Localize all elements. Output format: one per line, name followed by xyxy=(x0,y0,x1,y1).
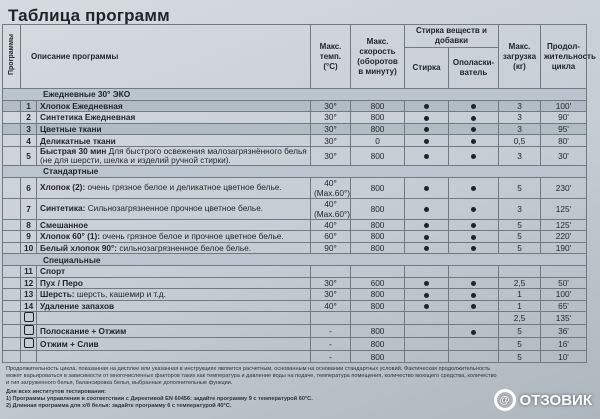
max-speed: 800 xyxy=(351,242,405,254)
rinse-aid xyxy=(449,289,499,301)
rinse-aid xyxy=(449,219,499,231)
program-description xyxy=(37,112,311,124)
program-name: Синтетика: xyxy=(40,203,86,214)
cycle-duration: 30' xyxy=(541,146,587,165)
max-temp-value: - xyxy=(329,351,332,362)
max-speed: 800 xyxy=(351,100,405,112)
wash-detergent xyxy=(405,177,449,198)
row-marker xyxy=(3,242,21,254)
program-row xyxy=(3,338,587,351)
program-name: Смешанное xyxy=(40,219,88,230)
program-name: Удаление запахов xyxy=(40,301,115,312)
max-speed: 800 xyxy=(351,112,405,124)
max-temp-value: 60° xyxy=(324,231,337,242)
program-name: Хлопок 60° (1): xyxy=(40,231,101,242)
max-temp-value: 40° xyxy=(324,177,337,188)
wash-detergent xyxy=(405,265,449,277)
filled-dot-icon xyxy=(424,235,429,240)
watermark-text: ОТЗОВИК xyxy=(519,391,592,409)
max-temp-value: 40° xyxy=(324,301,337,312)
filled-dot-icon xyxy=(471,154,476,159)
max-load: 3 xyxy=(499,112,541,124)
cycle-duration: 220' xyxy=(541,231,587,243)
max-speed: 800 xyxy=(351,338,405,351)
max-temp-value: 30° xyxy=(324,277,337,288)
rinse-aid xyxy=(449,338,499,351)
program-row xyxy=(3,100,587,112)
program-desc: Сильнозагрязненное прочное цветное белье. xyxy=(87,203,264,214)
program-row xyxy=(3,231,587,243)
wash-detergent xyxy=(405,112,449,124)
row-marker xyxy=(3,351,21,363)
max-temp xyxy=(311,289,351,301)
program-desc: Для быстрого освежения малозагрязнённого белья (не для шерсти, шелка и изделий ручной стирки). xyxy=(40,146,307,165)
program-description xyxy=(37,289,311,301)
program-row xyxy=(3,312,587,325)
program-row xyxy=(3,265,587,277)
program-description xyxy=(37,177,311,198)
max-temp-value: 30° xyxy=(324,150,337,161)
program-row xyxy=(3,198,587,219)
max-speed: 600 xyxy=(351,277,405,289)
header-duration: Продол-жительность цикла xyxy=(541,25,587,89)
program-number: 12 xyxy=(21,277,37,289)
filled-dot-icon xyxy=(424,207,429,212)
filled-dot-icon xyxy=(424,281,429,286)
row-marker xyxy=(3,100,21,112)
max-temp xyxy=(311,300,351,312)
section-title: Специальные xyxy=(3,254,587,266)
program-number xyxy=(21,351,37,363)
program-row xyxy=(3,242,587,254)
rinse-aid xyxy=(449,146,499,165)
program-description xyxy=(37,123,311,135)
cycle-duration: 95' xyxy=(541,123,587,135)
cycle-duration: 16' xyxy=(541,338,587,351)
max-temp xyxy=(311,242,351,254)
max-temp-value: - xyxy=(329,339,332,350)
cycle-duration: 65' xyxy=(541,300,587,312)
program-row xyxy=(3,146,587,165)
program-description xyxy=(37,231,311,243)
program-name: Синтетика Ежедневная xyxy=(40,112,136,123)
header-wash: Стирка xyxy=(405,48,449,89)
program-rows xyxy=(3,89,587,363)
program-description xyxy=(37,338,311,351)
wash-detergent xyxy=(405,300,449,312)
filled-dot-icon xyxy=(424,223,429,228)
cycle-duration: 80' xyxy=(541,135,587,147)
max-temp-value: 30° xyxy=(324,124,337,135)
max-temp xyxy=(311,265,351,277)
rinse-aid xyxy=(449,123,499,135)
cycle-duration: 125' xyxy=(541,198,587,219)
header-detergents-group: Стирка веществ и добавки xyxy=(405,25,499,48)
program-description xyxy=(37,300,311,312)
cycle-duration: 100' xyxy=(541,289,587,301)
max-temp xyxy=(311,135,351,147)
row-marker xyxy=(3,135,21,147)
max-load: 1 xyxy=(499,300,541,312)
cycle-duration: 90' xyxy=(541,112,587,124)
max-temp-value: 40° xyxy=(324,219,337,230)
cycle-duration: 230' xyxy=(541,177,587,198)
program-row xyxy=(3,123,587,135)
cycle-duration: 36' xyxy=(541,325,587,338)
program-row xyxy=(3,177,587,198)
max-load: 5 xyxy=(499,338,541,351)
max-load: 5 xyxy=(499,231,541,243)
footnote-line: может варьироваться в зависимости от многочисленных факторов таких как температура и давление воды на подаче, температура помещения, количество моющего средства, количество xyxy=(6,372,497,379)
cycle-duration: 135' xyxy=(541,312,587,325)
filled-dot-icon xyxy=(471,104,476,109)
program-desc: очень грязное белое и деликатное цветное белье. xyxy=(87,182,282,193)
filled-dot-icon xyxy=(471,223,476,228)
rinse-aid xyxy=(449,100,499,112)
max-load: 2,5 xyxy=(499,312,541,325)
max-temp xyxy=(311,351,351,363)
filled-dot-icon xyxy=(471,127,476,132)
rinse-aid xyxy=(449,351,499,363)
filled-dot-icon xyxy=(471,116,476,121)
filled-dot-icon xyxy=(471,293,476,298)
rinse-aid xyxy=(449,300,499,312)
program-icon xyxy=(24,338,34,348)
max-load: 5 xyxy=(499,351,541,363)
footnote-line: 1) Программы управления в соответствии с Директивой EN 60456: задайте программу 9 с температурой 60°С. xyxy=(6,396,313,403)
max-load: 1 xyxy=(499,289,541,301)
cycle-duration: 190' xyxy=(541,242,587,254)
max-temp-limit: (Max.60°) xyxy=(314,187,351,198)
max-load: 5 xyxy=(499,219,541,231)
max-speed xyxy=(351,312,405,325)
cycle-duration: 125' xyxy=(541,219,587,231)
row-marker xyxy=(3,300,21,312)
wash-detergent xyxy=(405,198,449,219)
max-speed: 800 xyxy=(351,198,405,219)
program-name: Быстрая 30 мин xyxy=(40,146,107,157)
max-load: 0,5 xyxy=(499,135,541,147)
rinse-aid xyxy=(449,277,499,289)
filled-dot-icon xyxy=(424,304,429,309)
wash-detergent xyxy=(405,312,449,325)
max-temp xyxy=(311,325,351,338)
wash-detergent xyxy=(405,338,449,351)
program-description xyxy=(37,219,311,231)
max-temp-value: 30° xyxy=(324,112,337,123)
header-max-load: Макс. загрузка (кг) xyxy=(499,25,541,89)
wash-detergent xyxy=(405,351,449,363)
program-description xyxy=(37,312,311,325)
row-marker xyxy=(3,198,21,219)
otzovik-watermark xyxy=(494,389,592,411)
program-description xyxy=(37,351,311,363)
max-speed: 800 xyxy=(351,231,405,243)
program-name: Пух / Перо xyxy=(40,277,83,288)
footnotes xyxy=(6,366,566,410)
filled-dot-icon xyxy=(471,281,476,286)
row-marker xyxy=(3,265,21,277)
program-desc: сильнозагрязненное белое белье. xyxy=(119,243,252,254)
filled-dot-icon xyxy=(471,235,476,240)
max-speed: 0 xyxy=(351,135,405,147)
program-number xyxy=(21,312,37,325)
program-number: 4 xyxy=(21,135,37,147)
max-temp xyxy=(311,100,351,112)
program-number xyxy=(21,325,37,338)
program-number: 6 xyxy=(21,177,37,198)
cycle-duration: 50' xyxy=(541,277,587,289)
program-row xyxy=(3,112,587,124)
max-temp-value: 30° xyxy=(324,289,337,300)
max-speed: 800 xyxy=(351,300,405,312)
max-load: 3 xyxy=(499,198,541,219)
program-number: 11 xyxy=(21,265,37,277)
footnote-line: Продолжительность цикла, показанная на дисплее или указанная в инструкциях является расчетным, основанным на основании стандартных условий. Фактическая продолжительность xyxy=(6,365,491,372)
max-speed: 800 xyxy=(351,177,405,198)
program-description xyxy=(37,146,311,165)
filled-dot-icon xyxy=(424,127,429,132)
filled-dot-icon xyxy=(471,304,476,309)
wash-detergent xyxy=(405,289,449,301)
rinse-aid xyxy=(449,177,499,198)
filled-dot-icon xyxy=(471,186,476,191)
program-number: 10 xyxy=(21,242,37,254)
program-row xyxy=(3,135,587,147)
section-title: Стандартные xyxy=(3,165,587,177)
row-marker xyxy=(3,112,21,124)
filled-dot-icon xyxy=(424,246,429,251)
footnote-line: 2) Длинная программа для х/б белья: задайте программу 6 с температурой 40°С. xyxy=(6,402,232,409)
program-description xyxy=(37,100,311,112)
otzovik-logo-icon: @ xyxy=(494,389,516,411)
max-speed: 800 xyxy=(351,123,405,135)
program-row xyxy=(3,300,587,312)
page-title: Таблица программ xyxy=(8,6,170,25)
row-marker xyxy=(3,123,21,135)
max-load xyxy=(499,265,541,277)
row-marker xyxy=(3,231,21,243)
max-temp xyxy=(311,198,351,219)
row-marker xyxy=(3,146,21,165)
wash-detergent xyxy=(405,277,449,289)
max-temp xyxy=(311,338,351,351)
max-temp xyxy=(311,231,351,243)
footnote-line: Для всех институтов тестирования: xyxy=(6,389,107,396)
max-temp-value: - xyxy=(329,326,332,337)
program-name: Хлопок Ежедневная xyxy=(40,100,123,111)
program-table xyxy=(2,24,596,363)
filled-dot-icon xyxy=(471,207,476,212)
cycle-duration xyxy=(541,265,587,277)
program-name: Хлопок (2): xyxy=(40,182,86,193)
row-marker xyxy=(3,177,21,198)
header-rinse: Ополаски-ватель xyxy=(449,48,499,89)
section-title: Ежедневные 30° ЭКО xyxy=(3,89,587,101)
max-temp-value: 90° xyxy=(324,243,337,254)
program-number: 2 xyxy=(21,112,37,124)
max-speed: 800 xyxy=(351,219,405,231)
max-temp xyxy=(311,277,351,289)
section-row xyxy=(3,165,587,177)
program-number: 7 xyxy=(21,198,37,219)
header-max-speed: Макс. скорость (оборотов в минуту) xyxy=(351,25,405,89)
filled-dot-icon xyxy=(424,293,429,298)
filled-dot-icon xyxy=(424,116,429,121)
program-icon xyxy=(24,325,34,335)
max-load: 5 xyxy=(499,242,541,254)
program-name: Полоскание + Отжим xyxy=(40,326,127,337)
program-row xyxy=(3,351,587,363)
header-max-temp: Макс. темп. (°С) xyxy=(311,25,351,89)
wash-detergent xyxy=(405,325,449,338)
max-load: 3 xyxy=(499,100,541,112)
wash-detergent xyxy=(405,242,449,254)
rinse-aid xyxy=(449,312,499,325)
program-row xyxy=(3,219,587,231)
row-marker xyxy=(3,325,21,338)
program-icon xyxy=(24,312,34,322)
max-temp xyxy=(311,146,351,165)
program-description xyxy=(37,198,311,219)
program-description xyxy=(37,242,311,254)
max-temp-value: 30° xyxy=(324,100,337,111)
max-load: 5 xyxy=(499,177,541,198)
program-name: Деликатные ткани xyxy=(40,135,116,146)
program-row xyxy=(3,289,587,301)
row-marker xyxy=(3,219,21,231)
row-marker xyxy=(3,289,21,301)
program-number: 9 xyxy=(21,231,37,243)
rinse-aid xyxy=(449,325,499,338)
program-number: 13 xyxy=(21,289,37,301)
program-description xyxy=(37,277,311,289)
wash-detergent xyxy=(405,146,449,165)
filled-dot-icon xyxy=(424,186,429,191)
max-speed: 800 xyxy=(351,351,405,363)
rinse-aid xyxy=(449,112,499,124)
header-description: Описание программы xyxy=(21,25,311,89)
max-speed: 800 xyxy=(351,146,405,165)
program-row xyxy=(3,325,587,338)
filled-dot-icon xyxy=(424,104,429,109)
max-load: 5 xyxy=(499,325,541,338)
filled-dot-icon xyxy=(471,139,476,144)
rinse-aid xyxy=(449,231,499,243)
rinse-aid xyxy=(449,135,499,147)
program-number: 5 xyxy=(21,146,37,165)
program-name: Белый хлопок 90°: xyxy=(40,243,118,254)
cycle-duration: 100' xyxy=(541,100,587,112)
wash-detergent xyxy=(405,219,449,231)
program-description xyxy=(37,265,311,277)
filled-dot-icon xyxy=(471,246,476,251)
max-temp-limit: (Max.60°) xyxy=(314,208,351,219)
program-description xyxy=(37,135,311,147)
rinse-aid xyxy=(449,242,499,254)
wash-detergent xyxy=(405,135,449,147)
rinse-aid xyxy=(449,265,499,277)
rinse-aid xyxy=(449,198,499,219)
program-description xyxy=(37,325,311,338)
max-load: 3 xyxy=(499,146,541,165)
program-name: Цветные ткани xyxy=(40,124,102,135)
wash-detergent xyxy=(405,231,449,243)
program-number xyxy=(21,338,37,351)
filled-dot-icon xyxy=(471,330,476,335)
max-temp xyxy=(311,112,351,124)
max-load: 3 xyxy=(499,123,541,135)
section-row xyxy=(3,254,587,266)
max-temp-value: 30° xyxy=(324,135,337,146)
row-marker xyxy=(3,312,21,325)
program-row xyxy=(3,277,587,289)
program-number: 14 xyxy=(21,300,37,312)
max-temp xyxy=(311,123,351,135)
section-row xyxy=(3,89,587,101)
max-load: 2,5 xyxy=(499,277,541,289)
max-temp-value: 40° xyxy=(324,198,337,209)
wash-detergent xyxy=(405,123,449,135)
program-number: 3 xyxy=(21,123,37,135)
footnote-line: и тип загруженного белья, балансировка белья, выбранные дополнительные функции. xyxy=(6,379,233,386)
filled-dot-icon xyxy=(424,154,429,159)
row-marker xyxy=(3,338,21,351)
max-temp xyxy=(311,177,351,198)
row-marker xyxy=(3,277,21,289)
max-speed: 800 xyxy=(351,289,405,301)
max-speed xyxy=(351,265,405,277)
max-temp xyxy=(311,312,351,325)
program-name: Отжим + Слив xyxy=(40,339,99,350)
program-desc: шерсть, кашемир и т.д. xyxy=(76,289,166,300)
cycle-duration: 10' xyxy=(541,351,587,363)
filled-dot-icon xyxy=(424,139,429,144)
program-number: 8 xyxy=(21,219,37,231)
program-number: 1 xyxy=(21,100,37,112)
wash-detergent xyxy=(405,100,449,112)
program-desc: очень грязное белое и прочное цветное белье. xyxy=(102,231,284,242)
program-name: Шерсть: xyxy=(40,289,75,300)
max-speed: 800 xyxy=(351,325,405,338)
max-temp xyxy=(311,219,351,231)
header-programs: Программы xyxy=(3,25,21,89)
program-name: Спорт xyxy=(40,266,66,277)
